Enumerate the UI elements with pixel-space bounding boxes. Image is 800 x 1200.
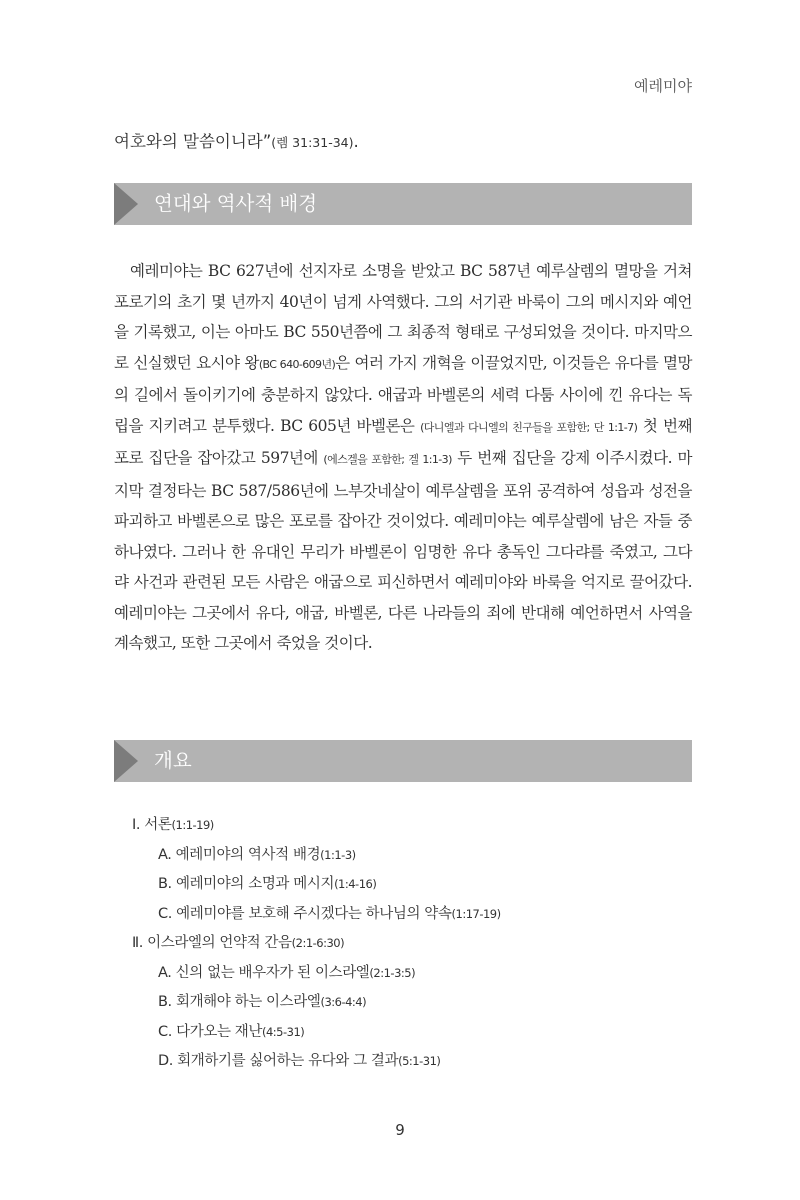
paragraph-text: 은 여러 가지 개혁을 이끌었지만, 이것들은 유다를 멸망의 길에서 돌이키기에 충분하지 않았다. 애굽과 바벨론의 세력 다툼 사이에 낀 유다는 독립을 지키려고 분투했다. BC 605년 바벨론은 [114,353,692,435]
outline-item [132,815,501,845]
inline-reference: (다니엘과 다니엘의 친구들을 포함한; 단 1:1-7) [420,420,638,434]
outline-reference: (2:1-3:5) [369,965,416,980]
triangle-marker-icon [114,183,138,225]
outline-reference: (1:17-19) [451,906,501,921]
body-paragraph [114,256,692,659]
outline-reference: (5:1-31) [398,1054,441,1068]
section-header-outline [114,740,692,782]
page-number: 9 [395,1121,405,1139]
outline-subitem [132,1022,501,1052]
outline-reference: (1:1-3) [320,847,356,862]
intro-end: . [353,132,359,151]
outline-reference: (3:6-4:4) [320,995,367,1009]
outline-reference: (2:1-6:30) [291,936,345,950]
outline-subitem [132,845,501,875]
intro-text: 여호와의 말씀이니라” [114,132,272,151]
section-title: 연대와 역사적 배경 [154,192,318,215]
section-header-background [114,183,692,225]
triangle-marker-icon [114,740,138,782]
outline-label: B. 회개해야 하는 이스라엘 [158,994,321,1010]
outline-subitem [132,992,501,1022]
outline-reference: (4:5-31) [262,1024,305,1039]
outline-subitem [132,904,501,934]
outline-item [132,933,501,963]
outline-reference: (1:4-16) [334,877,377,891]
outline-label: Ⅱ. 이스라엘의 언약적 간음 [132,935,292,951]
outline-subitem [132,963,501,993]
outline-label: C. 다가오는 재난 [158,1023,262,1040]
outline-list [132,815,501,1081]
inline-reference: (BC 640-609년) [258,357,336,371]
outline-label: A. 신의 없는 배우자가 된 이스라엘 [158,964,370,981]
outline-reference: (1:1-19) [171,818,214,832]
intro-line [114,128,359,152]
inline-reference: (에스겔을 포함한; 겔 1:1-3) [323,453,452,466]
outline-label: A. 예레미야의 역사적 배경 [158,846,321,863]
paragraph-text: 예레미야는 BC 627년에 선지자로 소명을 받았고 BC 587년 예루살렘의 멸망을 거쳐 포로기의 초기 몇 년까지 40년이 넘게 사역했다. 그의 서기관 바룩이 그의 메시지와 예언을 기록했고, 이는 아마도 BC 550년쯤에 그 최종적 형태로 구성되었을 것이다. 마지막으로 신실했던 요시야 왕 [114,262,692,372]
outline-label: C. 예레미야를 보호해 주시겠다는 하나님의 약속 [158,905,452,922]
paragraph-text: 두 번째 집단을 강제 이주시켰다. 마지막 결정타는 BC 587/586년에 느부갓네살이 예루살렘을 포위 공격하여 성읍과 성전을 파괴하고 바벨론으로 많은 포로를 잡아간 것이었다. 예레미야는 예루살렘에 남은 자들 중 하나였다. 그러나 한 유대인 무리가 바벨론이 임명한 유다 총독인 그다랴를 죽였고, 그다랴 사건과 관련된 모든 사람은 애굽으로 피신하면서 예레미야와 바룩을 억지로 끌어갔다. 예레미야는 그곳에서 유다, 애굽, 바벨론, 다른 나라들의 죄에 반대해 예언하면서 사역을 계속했고, 또한 그곳에서 죽었을 것이다. [114,449,692,652]
outline-label: D. 회개하기를 싫어하는 유다와 그 결과 [158,1053,399,1069]
outline-label: B. 예레미야의 소명과 메시지 [158,876,335,892]
paragraph-text: 첫 번째 포로 집단을 잡아갔고 597년에 [114,416,693,467]
running-head: 예레미야 [634,77,692,95]
outline-label: Ⅰ. 서론 [132,817,172,833]
outline-subitem [132,1051,501,1081]
section-title: 개요 [154,749,192,772]
intro-reference: (렘 31:31-34) [271,135,354,150]
outline-subitem [132,874,501,904]
